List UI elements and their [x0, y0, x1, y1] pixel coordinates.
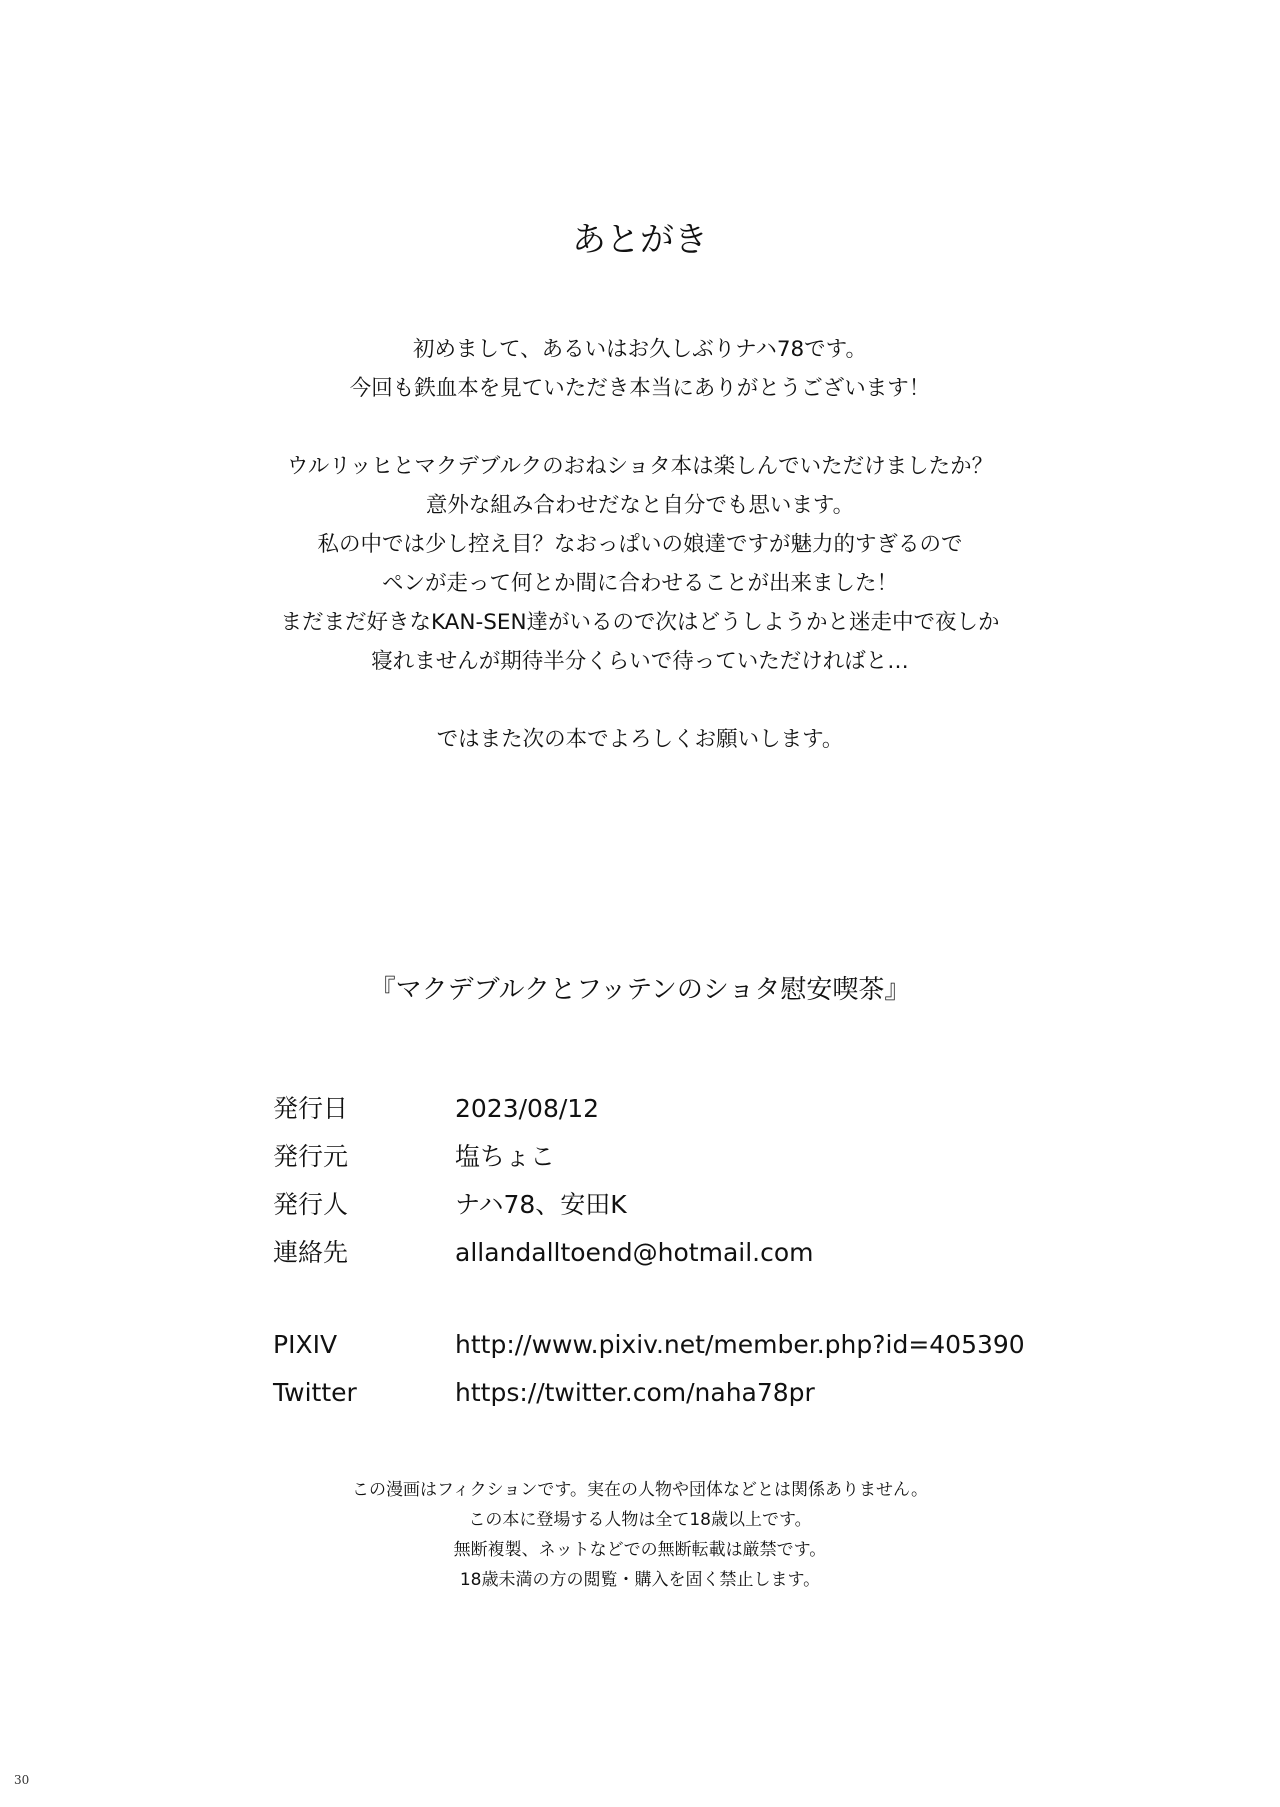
afterword-line: 寝れませんが期待半分くらいで待っていただければと… — [371, 649, 909, 674]
colophon — [273, 1085, 1073, 1417]
colophon-row-issue-date — [273, 1085, 1073, 1133]
notice-line: 18歳未満の方の閲覧・購入を固く禁止します。 — [459, 1570, 821, 1590]
book-title: 『マクデブルクとフッテンのショタ慰安喫茶』 — [369, 975, 911, 1005]
colophon-row-twitter — [273, 1369, 1073, 1417]
issue-date-value: 2023/08/12 — [455, 1094, 600, 1123]
issuer-value: ナハ78、安田K — [455, 1190, 627, 1219]
page-number: 30 — [14, 1773, 30, 1787]
afterword-line: 初めまして、あるいはお久しぶりナハ78です。 — [413, 337, 867, 362]
contact-email: allandalltoend@hotmail.com — [455, 1238, 814, 1267]
colophon-row-pixiv — [273, 1321, 1073, 1369]
afterword-line: ペンが走って何とか間に合わせることが出来ました！ — [381, 571, 898, 596]
issue-date-label: 発行日 — [273, 1094, 349, 1123]
social-links — [273, 1321, 1073, 1417]
publisher-value: 塩ちょこ — [455, 1142, 556, 1171]
publisher-label: 発行元 — [273, 1142, 349, 1171]
colophon-gap — [273, 1277, 1073, 1321]
twitter-label: Twitter — [273, 1378, 357, 1407]
notice-line: この漫画はフィクションです。実在の人物や団体などとは関係ありません。 — [352, 1480, 928, 1500]
colophon-row-issuer — [273, 1181, 1073, 1229]
notice-line: 無断複製、ネットなどでの無断転載は厳禁です。 — [453, 1540, 827, 1560]
afterword-line: 意外な組み合わせだなと自分でも思います。 — [425, 493, 855, 518]
notice-line: この本に登場する人物は全て18歳以上です。 — [468, 1510, 812, 1530]
colophon-row-contact — [273, 1229, 1073, 1277]
afterword-heading: あとがき — [572, 220, 708, 260]
paragraph-gap — [0, 681, 1280, 720]
afterword-line: まだまだ好きなKAN-SEN達がいるので次はどうしようかと迷走中で夜しか — [280, 610, 1000, 635]
paragraph-gap — [0, 408, 1280, 447]
colophon-row-publisher — [273, 1133, 1073, 1181]
issuer-label: 発行人 — [273, 1190, 349, 1219]
pixiv-url: http://www.pixiv.net/member.php?id=405390 — [455, 1330, 1025, 1359]
legal-notice — [0, 1475, 1280, 1595]
afterword-line: ウルリッヒとマクデブルクのおねショタ本は楽しんでいただけましたか？ — [286, 454, 994, 479]
pixiv-label: PIXIV — [273, 1330, 338, 1359]
afterword-line: ではまた次の本でよろしくお願いします。 — [436, 727, 844, 752]
twitter-url: https://twitter.com/naha78pr — [455, 1378, 815, 1407]
afterword-body — [0, 330, 1280, 759]
afterword-line: 私の中では少し控え目？なおっぱいの娘達ですが魅力的すぎるので — [317, 532, 963, 557]
contact-label: 連絡先 — [273, 1238, 349, 1267]
afterword-line: 今回も鉄血本を見ていただき本当にありがとうございます！ — [349, 376, 931, 401]
